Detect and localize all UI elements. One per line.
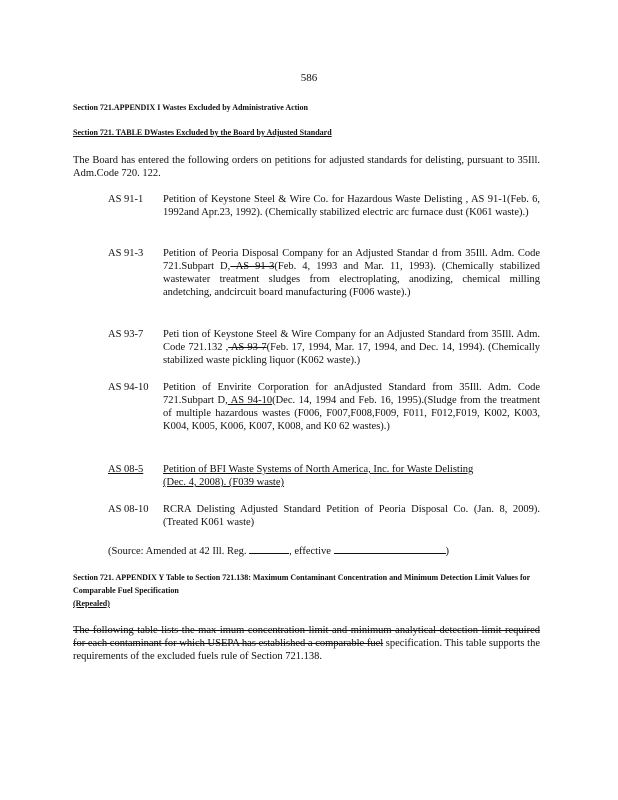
table-d-heading	[73, 128, 543, 137]
entry-text: Petition of Keystone Steel & Wire Co. for Hazardous Waste Delisting , AS 91-1(Feb. 6, 1992and Apr.23, 1992). (Chemically stabilized electric arc furnace dust (K061 waste).)	[163, 194, 540, 218]
appendix-i-heading: Section 721.APPENDIX I Wastes Excluded by Administrative Action	[73, 103, 308, 112]
entry-text-post: (Feb. 4, 1993 and Mar. 11, 1993). (Chemically stabilized wastewater treatment sludges from electroplating, anodizing, chemical milling andetching, andcircuit board manufacturing (F006 waste).)	[163, 261, 540, 298]
entry-as-91-3	[108, 247, 540, 299]
entry-code: AS 93-7	[108, 329, 144, 340]
table-d-heading-text: Section 721. TABLE DWastes Excluded by the Board by Adjusted Standard	[73, 128, 332, 137]
plain-text: specification. This table supports the requirements of the excluded fuels rule of Section 721.138.	[73, 638, 540, 662]
entry-text-pre: Peti tion of Keystone Steel & Wire Company for an Adjusted Standard from 35Ill. Adm. Code 721.132 ,	[163, 329, 540, 353]
entry-text	[163, 247, 540, 299]
entry-code: AS 08-10	[108, 504, 149, 515]
appendix-y-paragraph	[73, 624, 540, 663]
entry-text	[163, 328, 540, 367]
source-middle: , effective	[289, 546, 331, 557]
entry-text-line2: (Dec. 4, 2008). (F039 waste)	[163, 477, 285, 488]
struck-docket: AS 93-7	[228, 342, 267, 353]
source-prefix: (Source: Amended at 42 Ill. Reg.	[108, 546, 247, 557]
effective-date-blank	[334, 543, 446, 554]
entry-as-91-1	[108, 193, 540, 219]
entry-code: AS 08-5	[108, 464, 144, 475]
entry-text-pre: Petition of Envirite Corporation for anAdjusted Standard from 35Ill. Adm. Code 721.Subpart D,	[163, 382, 540, 406]
struck-docket: AS 91-3	[230, 261, 275, 272]
repealed-label: (Repealed)	[73, 599, 110, 608]
underlined-docket: AS 94-10	[227, 395, 273, 406]
appendix-y-heading	[73, 571, 543, 610]
entry-as-08-10	[108, 503, 540, 529]
reg-blank	[249, 543, 289, 554]
entry-code: AS 91-3	[108, 248, 144, 259]
entry-text	[163, 463, 540, 489]
entry-text-post: (Dec. 14, 1994 and Feb. 16, 1995).(Sludge from the treatment of multiple hazardous wastes (F006, F007,F008,F009, F011, F012,F019, K002, K003, K004, K005, K006, K007, K008, and K0 62 wastes).)	[163, 395, 541, 432]
appendix-y-heading-text: Section 721. APPENDIX Y Table to Section 721.138: Maximum Contaminant Concentration and Minimum Detection Limit Values for Comparable Fuel Specification	[73, 573, 531, 595]
intro-paragraph: The Board has entered the following orders on petitions for adjusted standards for delisting, pursuant to 35Ill. Adm.Code 720. 122.	[73, 155, 540, 179]
entry-as-94-10	[108, 381, 540, 433]
entry-text-pre: Petition of Peoria Disposal Company for an Adjusted Standar d from 35Ill. Adm. Code 721.Subpart D,	[163, 248, 540, 272]
entry-code: AS 94-10	[108, 382, 149, 393]
struck-text: The following table lists the max imum concentration limit and minimum analytical detection limit required for each contaminant for which USEPA has established a comparable fuel	[73, 625, 540, 649]
entry-text	[163, 381, 540, 433]
page-number: 586	[300, 72, 318, 84]
entry-text: RCRA Delisting Adjusted Standard Petition of Peoria Disposal Co. (Jan. 8, 2009). (Treated K061 waste)	[163, 504, 540, 528]
entry-as-93-7	[108, 328, 540, 367]
entry-text-line1: Petition of BFI Waste Systems of North America, Inc. for Waste Delisting	[163, 464, 474, 475]
entry-as-08-5	[108, 463, 540, 489]
entry-text-post: (Feb. 17, 1994, Mar. 17, 1994, and Dec. 14, 1994). (Chemically stabilized waste pickling liquor (K062 waste).)	[163, 342, 540, 366]
entry-code: AS 91-1	[108, 194, 144, 205]
source-suffix: )	[445, 546, 450, 557]
source-note	[108, 543, 449, 557]
